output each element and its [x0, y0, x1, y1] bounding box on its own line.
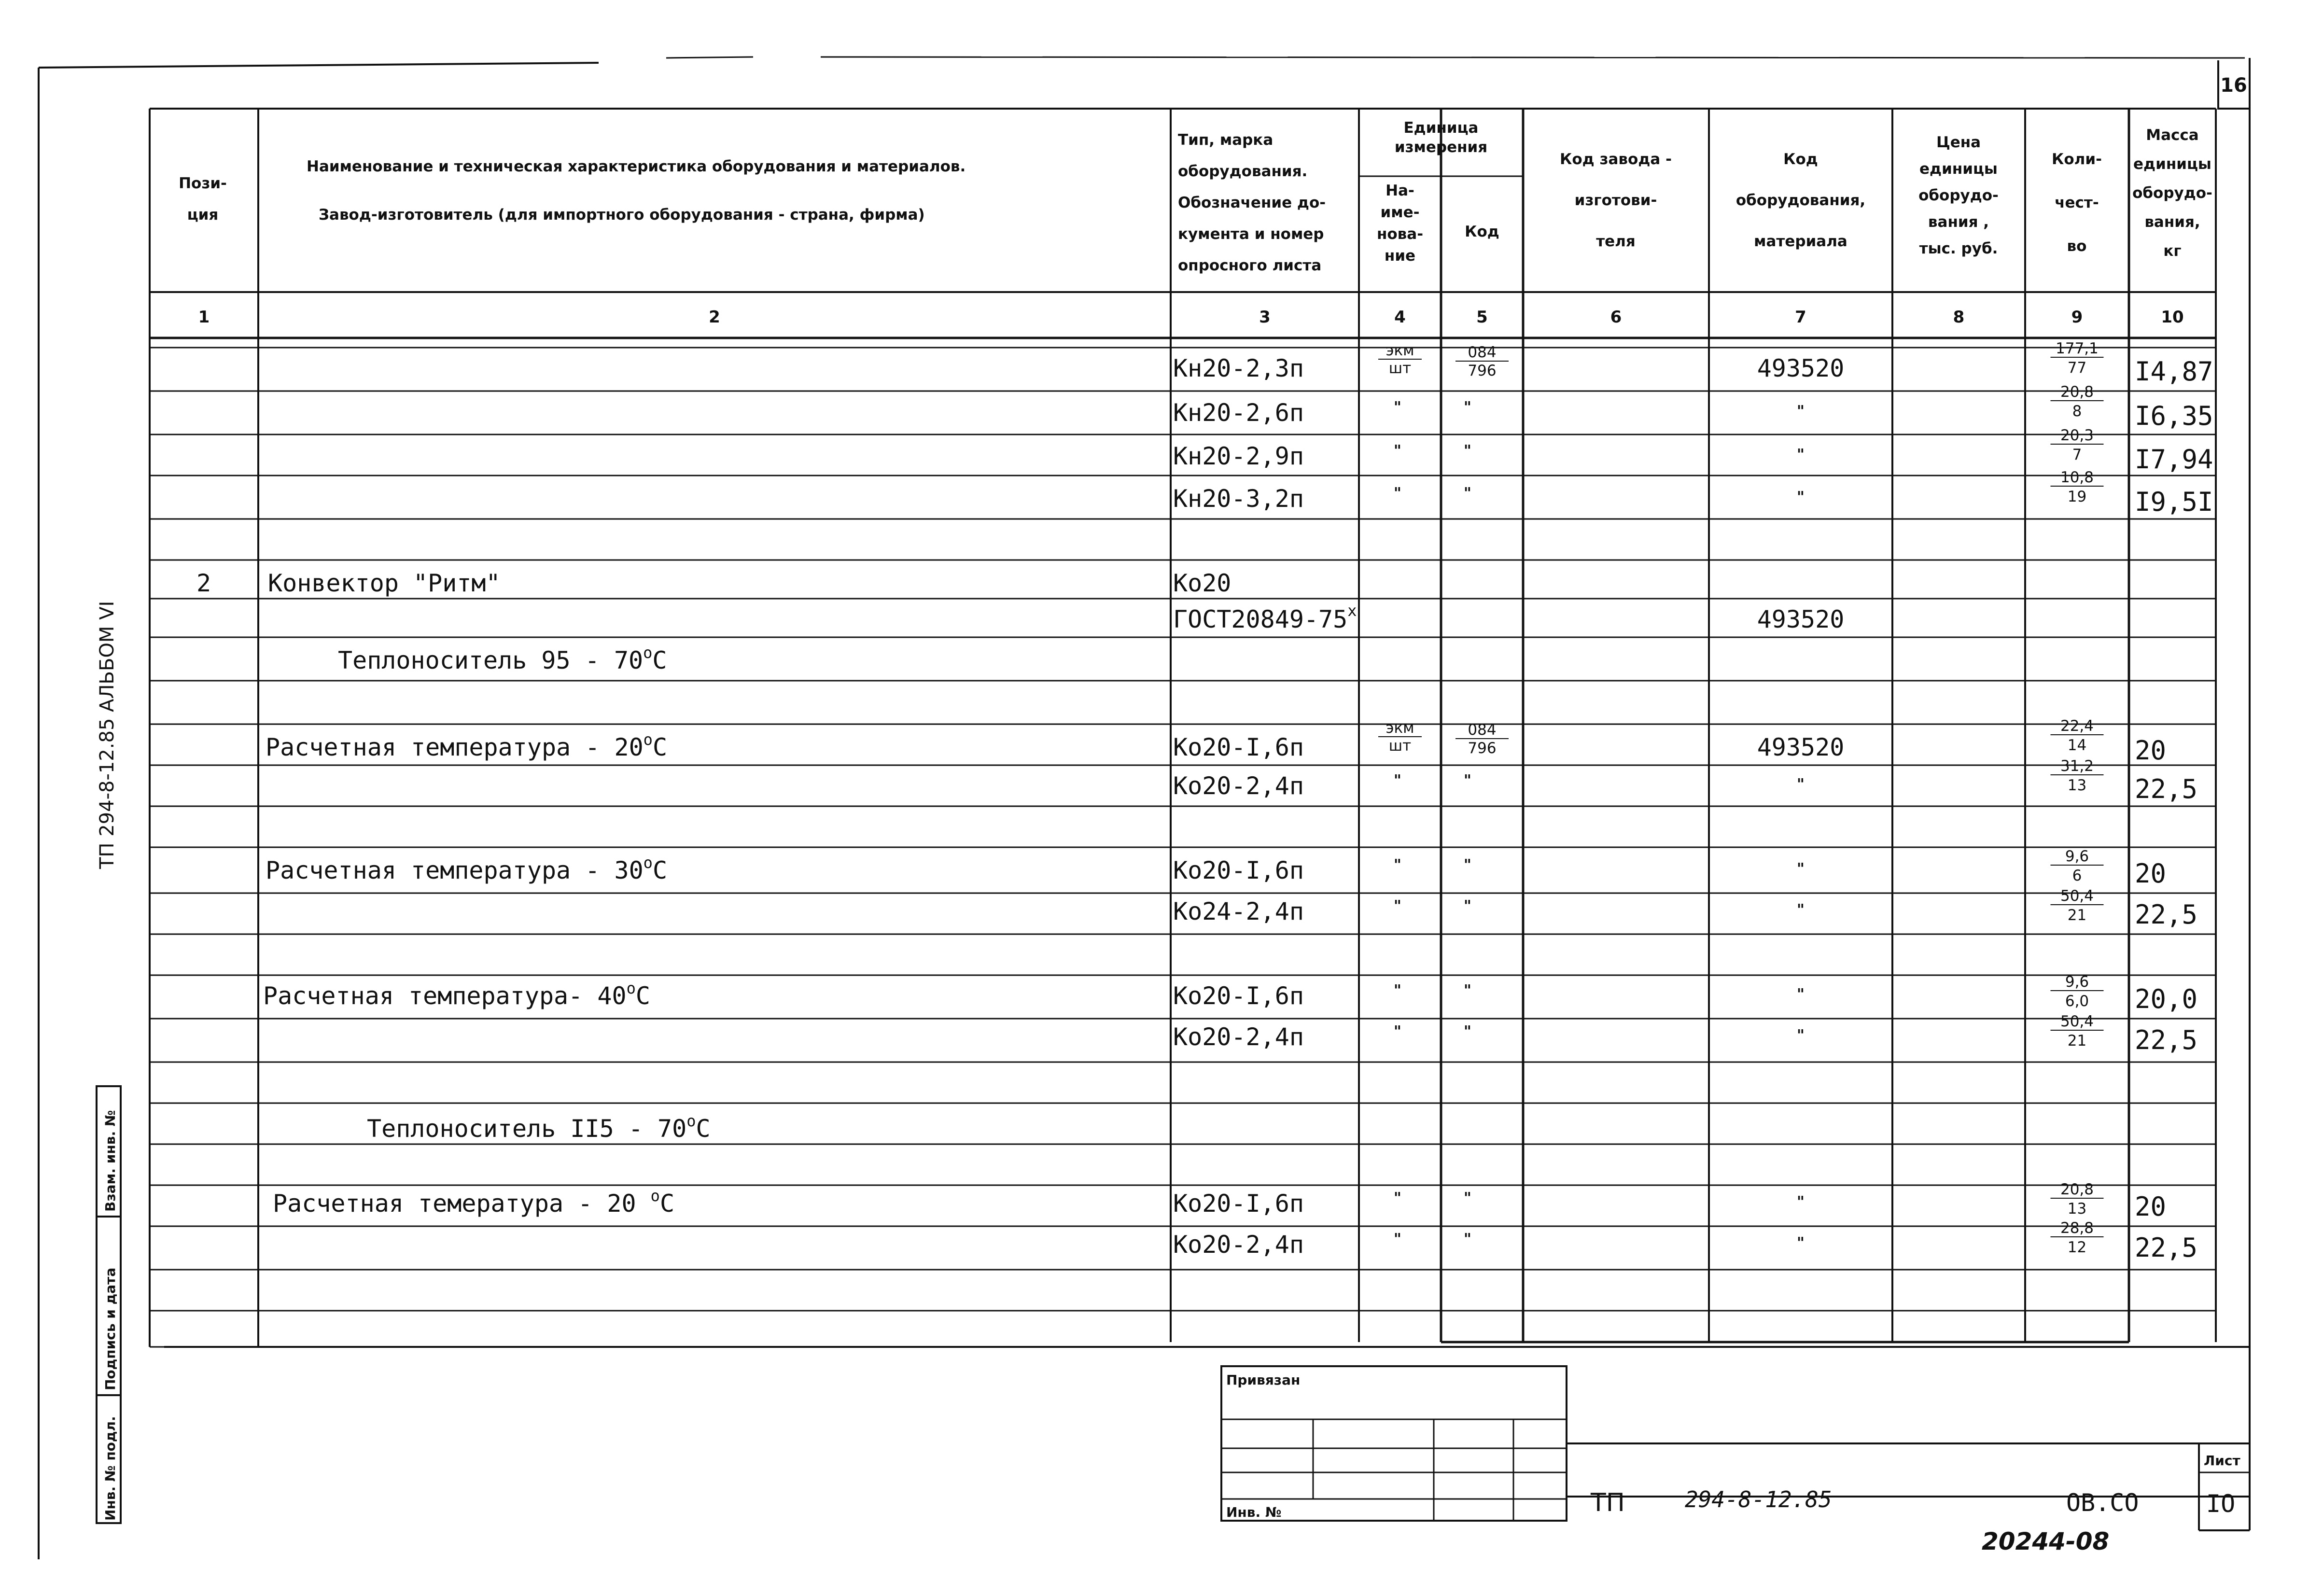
page-number: 16	[2220, 74, 2247, 97]
row-mass: 20	[2135, 1191, 2167, 1222]
header-type: опросного листа	[1178, 257, 1322, 274]
header-mass: кг	[2163, 242, 2182, 260]
row-equip-code: 493520	[1757, 605, 1845, 633]
row-type-text: Ко20-I,6п	[1173, 733, 1304, 761]
sheet-label: Лист	[2204, 1453, 2240, 1469]
row-mass: 22,5	[2135, 899, 2198, 930]
row-qty-top: 50,4	[2060, 1013, 2094, 1030]
row-mass: I9,5I	[2135, 487, 2213, 517]
header-plant-code: изготови-	[1574, 192, 1657, 209]
header-unit-name: На-	[1385, 182, 1414, 199]
doc-number: 294-8-12.85	[1685, 1486, 1832, 1512]
row-qty-bottom: 6,0	[2065, 993, 2089, 1010]
row-name	[273, 1187, 674, 1218]
row-unit-bottom: шт	[1388, 360, 1412, 377]
row-unit-ditto: "	[1393, 982, 1402, 999]
row-type-text: Ко20-I,6п	[1173, 856, 1304, 884]
stamp-inv-label: Инв. № подл.	[102, 1416, 118, 1521]
row-name-unit: С	[659, 1190, 675, 1218]
table-row	[273, 1181, 2166, 1222]
row-qty-bottom: 21	[2067, 907, 2087, 924]
header-type: Обозначение до-	[1178, 194, 1326, 211]
column-number: 4	[1394, 308, 1406, 327]
row-type-text: ГОСТ20849-75	[1173, 605, 1348, 633]
row-name-text: Расчетная температура - 30	[266, 856, 644, 884]
row-equip-code: 493520	[1757, 354, 1845, 382]
row-unit-ditto: "	[1393, 399, 1402, 416]
row-name	[268, 569, 501, 597]
row-code-ditto: "	[1463, 856, 1472, 874]
header-type: оборудования.	[1178, 163, 1308, 180]
row-qty-top: 177,1	[2056, 340, 2099, 357]
header-price: тыс. руб.	[1919, 240, 1998, 257]
spec-table-body	[196, 340, 2213, 1263]
row-code-ditto: "	[1463, 772, 1472, 789]
row-name-unit: С	[635, 982, 650, 1010]
row-type-text: Кн20-2,9п	[1173, 442, 1304, 470]
row-name-degree: о	[643, 644, 653, 662]
row-qty-bottom: 13	[2067, 777, 2087, 794]
row-equip-ditto: "	[1796, 860, 1805, 878]
row-qty-top: 20,8	[2060, 383, 2094, 401]
row-type-text: Ко20-2,4п	[1173, 1023, 1304, 1051]
row-code-ditto: "	[1463, 485, 1472, 502]
doc-prefix: ТП	[1591, 1488, 1625, 1517]
row-type	[1173, 1231, 1304, 1259]
header-name-line1: Наименование и техническая характеристика оборудования и материалов.	[307, 158, 966, 175]
row-type	[1173, 1190, 1304, 1218]
row-name-degree: о	[643, 730, 653, 749]
row-type	[1173, 982, 1304, 1010]
header-mass: Масса	[2146, 126, 2199, 144]
header-position: Пози-	[179, 175, 227, 192]
header-quantity: Коли-	[2052, 151, 2102, 168]
header-price: единицы	[1919, 160, 1998, 178]
row-qty-top: 20,8	[2060, 1181, 2094, 1198]
row-code-top: 084	[1468, 721, 1497, 739]
row-unit-ditto: "	[1393, 772, 1402, 789]
column-number: 8	[1953, 308, 1965, 327]
title-block	[164, 1347, 2250, 1530]
row-type-sup: х	[1347, 602, 1357, 620]
side-label: ТП 294-8-12.85 АЛЬБОМ VI	[96, 601, 118, 869]
handwritten-number: 20244-08	[1982, 1527, 2110, 1555]
row-unit-ditto: "	[1393, 485, 1402, 502]
row-qty-bottom: 12	[2067, 1239, 2087, 1256]
header-type: Тип, марка	[1178, 131, 1273, 149]
header-unit-group: Единица	[1403, 119, 1479, 137]
row-equip-ditto: "	[1796, 1193, 1805, 1211]
row-type	[1173, 354, 1304, 382]
header-unit-name: нова-	[1376, 225, 1424, 243]
row-name-text: Расчетная температура - 20	[266, 733, 644, 761]
header-unit-name: ние	[1384, 247, 1416, 265]
outer-frame	[39, 57, 2250, 1559]
header-mass: оборудо-	[2132, 184, 2212, 202]
row-type	[1173, 602, 1357, 633]
row-name	[263, 979, 650, 1010]
header-unit-group: измерения	[1394, 139, 1488, 156]
header-plant-code: теля	[1596, 233, 1636, 250]
row-name	[266, 854, 667, 884]
header-type: кумента и номер	[1178, 225, 1324, 243]
sheet-number: IO	[2206, 1490, 2236, 1518]
row-name	[338, 644, 667, 674]
row-qty-top: 10,8	[2060, 469, 2094, 486]
row-type-text: Ко20-2,4п	[1173, 1231, 1304, 1259]
row-name	[367, 1112, 711, 1143]
row-name	[266, 730, 667, 761]
row-unit-top: экм	[1385, 719, 1414, 737]
table-row	[196, 569, 1231, 597]
header-price: Цена	[1936, 134, 1981, 151]
header-price: вания ,	[1928, 213, 1989, 231]
row-qty-bottom: 8	[2072, 403, 2082, 420]
row-equip-ditto: "	[1796, 776, 1805, 793]
row-code-ditto: "	[1463, 1190, 1472, 1207]
row-mass: 22,5	[2135, 1025, 2198, 1055]
header-unit-code: Код	[1465, 223, 1499, 240]
row-qty-top: 9,6	[2065, 973, 2089, 991]
table-row	[266, 848, 2166, 889]
row-mass: I7,94	[2135, 444, 2213, 475]
column-number: 9	[2071, 308, 2083, 327]
header-name-line2: Завод-изготовитель (для импортного оборудования - страна, фирма)	[319, 206, 925, 224]
row-name-degree: о	[643, 854, 653, 872]
row-code-ditto: "	[1463, 897, 1472, 915]
row-qty-bottom: 14	[2067, 737, 2087, 754]
row-equip-ditto: "	[1796, 1234, 1805, 1252]
row-unit-bottom: шт	[1388, 737, 1412, 755]
row-mass: 20,0	[2135, 984, 2198, 1014]
header-quantity: чест-	[2055, 194, 2099, 211]
row-name-degree: о	[686, 1112, 696, 1130]
header-unit-name: име-	[1380, 204, 1420, 221]
row-type-text: Ко20	[1173, 569, 1231, 597]
row-equip-ditto: "	[1796, 446, 1805, 463]
row-type	[1173, 856, 1304, 884]
stamp-strip	[97, 1086, 121, 1523]
row-unit-ditto: "	[1393, 1190, 1402, 1207]
header-mass: единицы	[2133, 155, 2211, 173]
row-type-text: Ко20-I,6п	[1173, 982, 1304, 1010]
row-qty-top: 9,6	[2065, 848, 2089, 865]
row-type	[1173, 772, 1304, 800]
row-name-text: Теплоноситель 95 - 70	[338, 646, 644, 674]
table-row	[367, 1112, 711, 1143]
row-unit-ditto: "	[1393, 1231, 1402, 1248]
row-code-bottom: 796	[1468, 362, 1497, 379]
column-number: 6	[1610, 308, 1622, 327]
row-unit-ditto: "	[1393, 442, 1402, 460]
row-type-text: Ко20-I,6п	[1173, 1190, 1304, 1218]
row-type	[1173, 485, 1304, 513]
row-code-bottom: 796	[1468, 740, 1497, 757]
row-name-text: Конвектор "Ритм"	[268, 569, 501, 597]
header-equipment-code: оборудования,	[1735, 192, 1866, 209]
row-unit-ditto: "	[1393, 856, 1402, 874]
row-name-unit: С	[652, 856, 668, 884]
row-mass: I6,35	[2135, 401, 2213, 431]
row-qty-top: 20,3	[2060, 427, 2094, 444]
header-equipment-code: Код	[1783, 151, 1818, 168]
column-number: 7	[1795, 308, 1806, 327]
row-qty-bottom: 77	[2067, 359, 2087, 377]
row-code-ditto: "	[1463, 442, 1472, 460]
row-name-text: Теплоноситель II5 - 70	[367, 1115, 687, 1143]
row-type	[1173, 569, 1231, 597]
column-number: 5	[1476, 308, 1488, 327]
row-qty-top: 22,4	[2060, 717, 2094, 735]
row-code-ditto: "	[1463, 1023, 1472, 1040]
spec-table-header	[179, 119, 2212, 327]
row-name-text: Расчетная темература - 20	[273, 1190, 651, 1218]
table-row	[263, 973, 2197, 1014]
row-equip-ditto: "	[1796, 489, 1805, 506]
column-number: 10	[2161, 308, 2184, 327]
row-code-top: 084	[1468, 344, 1497, 361]
row-type-text: Кн20-2,3п	[1173, 354, 1304, 382]
table-row	[338, 644, 667, 674]
header-quantity: во	[2067, 238, 2087, 255]
row-qty-top: 50,4	[2060, 887, 2094, 905]
row-qty-bottom: 21	[2067, 1032, 2087, 1050]
row-qty-bottom: 13	[2067, 1200, 2087, 1218]
row-mass: 20	[2135, 858, 2167, 889]
doc-mark: ОВ.СО	[2066, 1489, 2139, 1517]
row-qty-bottom: 19	[2067, 488, 2087, 505]
row-name-text: Расчетная температура- 40	[263, 982, 627, 1010]
column-number: 2	[709, 308, 720, 327]
row-equip-code: 493520	[1757, 733, 1845, 761]
inv-number-label: Инв. №	[1226, 1504, 1282, 1520]
row-qty-top: 28,8	[2060, 1219, 2094, 1237]
row-code-ditto: "	[1463, 399, 1472, 416]
row-mass: 22,5	[2135, 1232, 2198, 1263]
row-type	[1173, 897, 1304, 925]
row-qty-bottom: 6	[2072, 867, 2082, 884]
row-unit-top: экм	[1385, 342, 1414, 359]
row-type	[1173, 733, 1304, 761]
header-mass: вания,	[2144, 213, 2200, 231]
row-qty-bottom: 7	[2072, 446, 2082, 463]
table-row	[1173, 602, 1844, 633]
row-mass: I4,87	[2135, 356, 2213, 387]
row-type-text: Кн20-2,6п	[1173, 399, 1304, 427]
row-type	[1173, 442, 1304, 470]
row-type-text: Ко20-2,4п	[1173, 772, 1304, 800]
row-position: 2	[196, 569, 211, 597]
row-mass: 20	[2135, 735, 2167, 766]
row-equip-ditto: "	[1796, 986, 1805, 1003]
row-type-text: Ко24-2,4п	[1173, 897, 1304, 925]
row-name-unit: С	[652, 733, 668, 761]
row-qty-top: 31,2	[2060, 757, 2094, 775]
row-type	[1173, 399, 1304, 427]
row-unit-ditto: "	[1393, 1023, 1402, 1040]
row-name-unit: С	[652, 646, 667, 674]
row-code-ditto: "	[1463, 982, 1472, 999]
row-type-text: Кн20-3,2п	[1173, 485, 1304, 513]
header-position: ция	[187, 206, 219, 224]
column-number: 3	[1259, 308, 1271, 327]
header-equipment-code: материала	[1754, 233, 1847, 250]
row-type	[1173, 1023, 1304, 1051]
privyazan-label: Привязан	[1226, 1372, 1301, 1388]
stamp-replace-label: Взам. инв. №	[102, 1110, 118, 1212]
header-price: оборудо-	[1918, 187, 1999, 204]
row-equip-ditto: "	[1796, 1027, 1805, 1044]
spec-table-grid	[150, 109, 2216, 1347]
column-number: 1	[198, 308, 210, 327]
row-code-ditto: "	[1463, 1231, 1472, 1248]
row-mass: 22,5	[2135, 774, 2198, 804]
row-equip-ditto: "	[1796, 403, 1805, 420]
row-name-unit: С	[696, 1115, 711, 1143]
row-name-degree: о	[650, 1187, 660, 1205]
row-name-degree: о	[626, 979, 636, 997]
row-equip-ditto: "	[1796, 901, 1805, 919]
header-plant-code: Код завода -	[1560, 151, 1672, 168]
stamp-signature-label: Подпись и дата	[102, 1267, 118, 1390]
row-unit-ditto: "	[1393, 897, 1402, 915]
